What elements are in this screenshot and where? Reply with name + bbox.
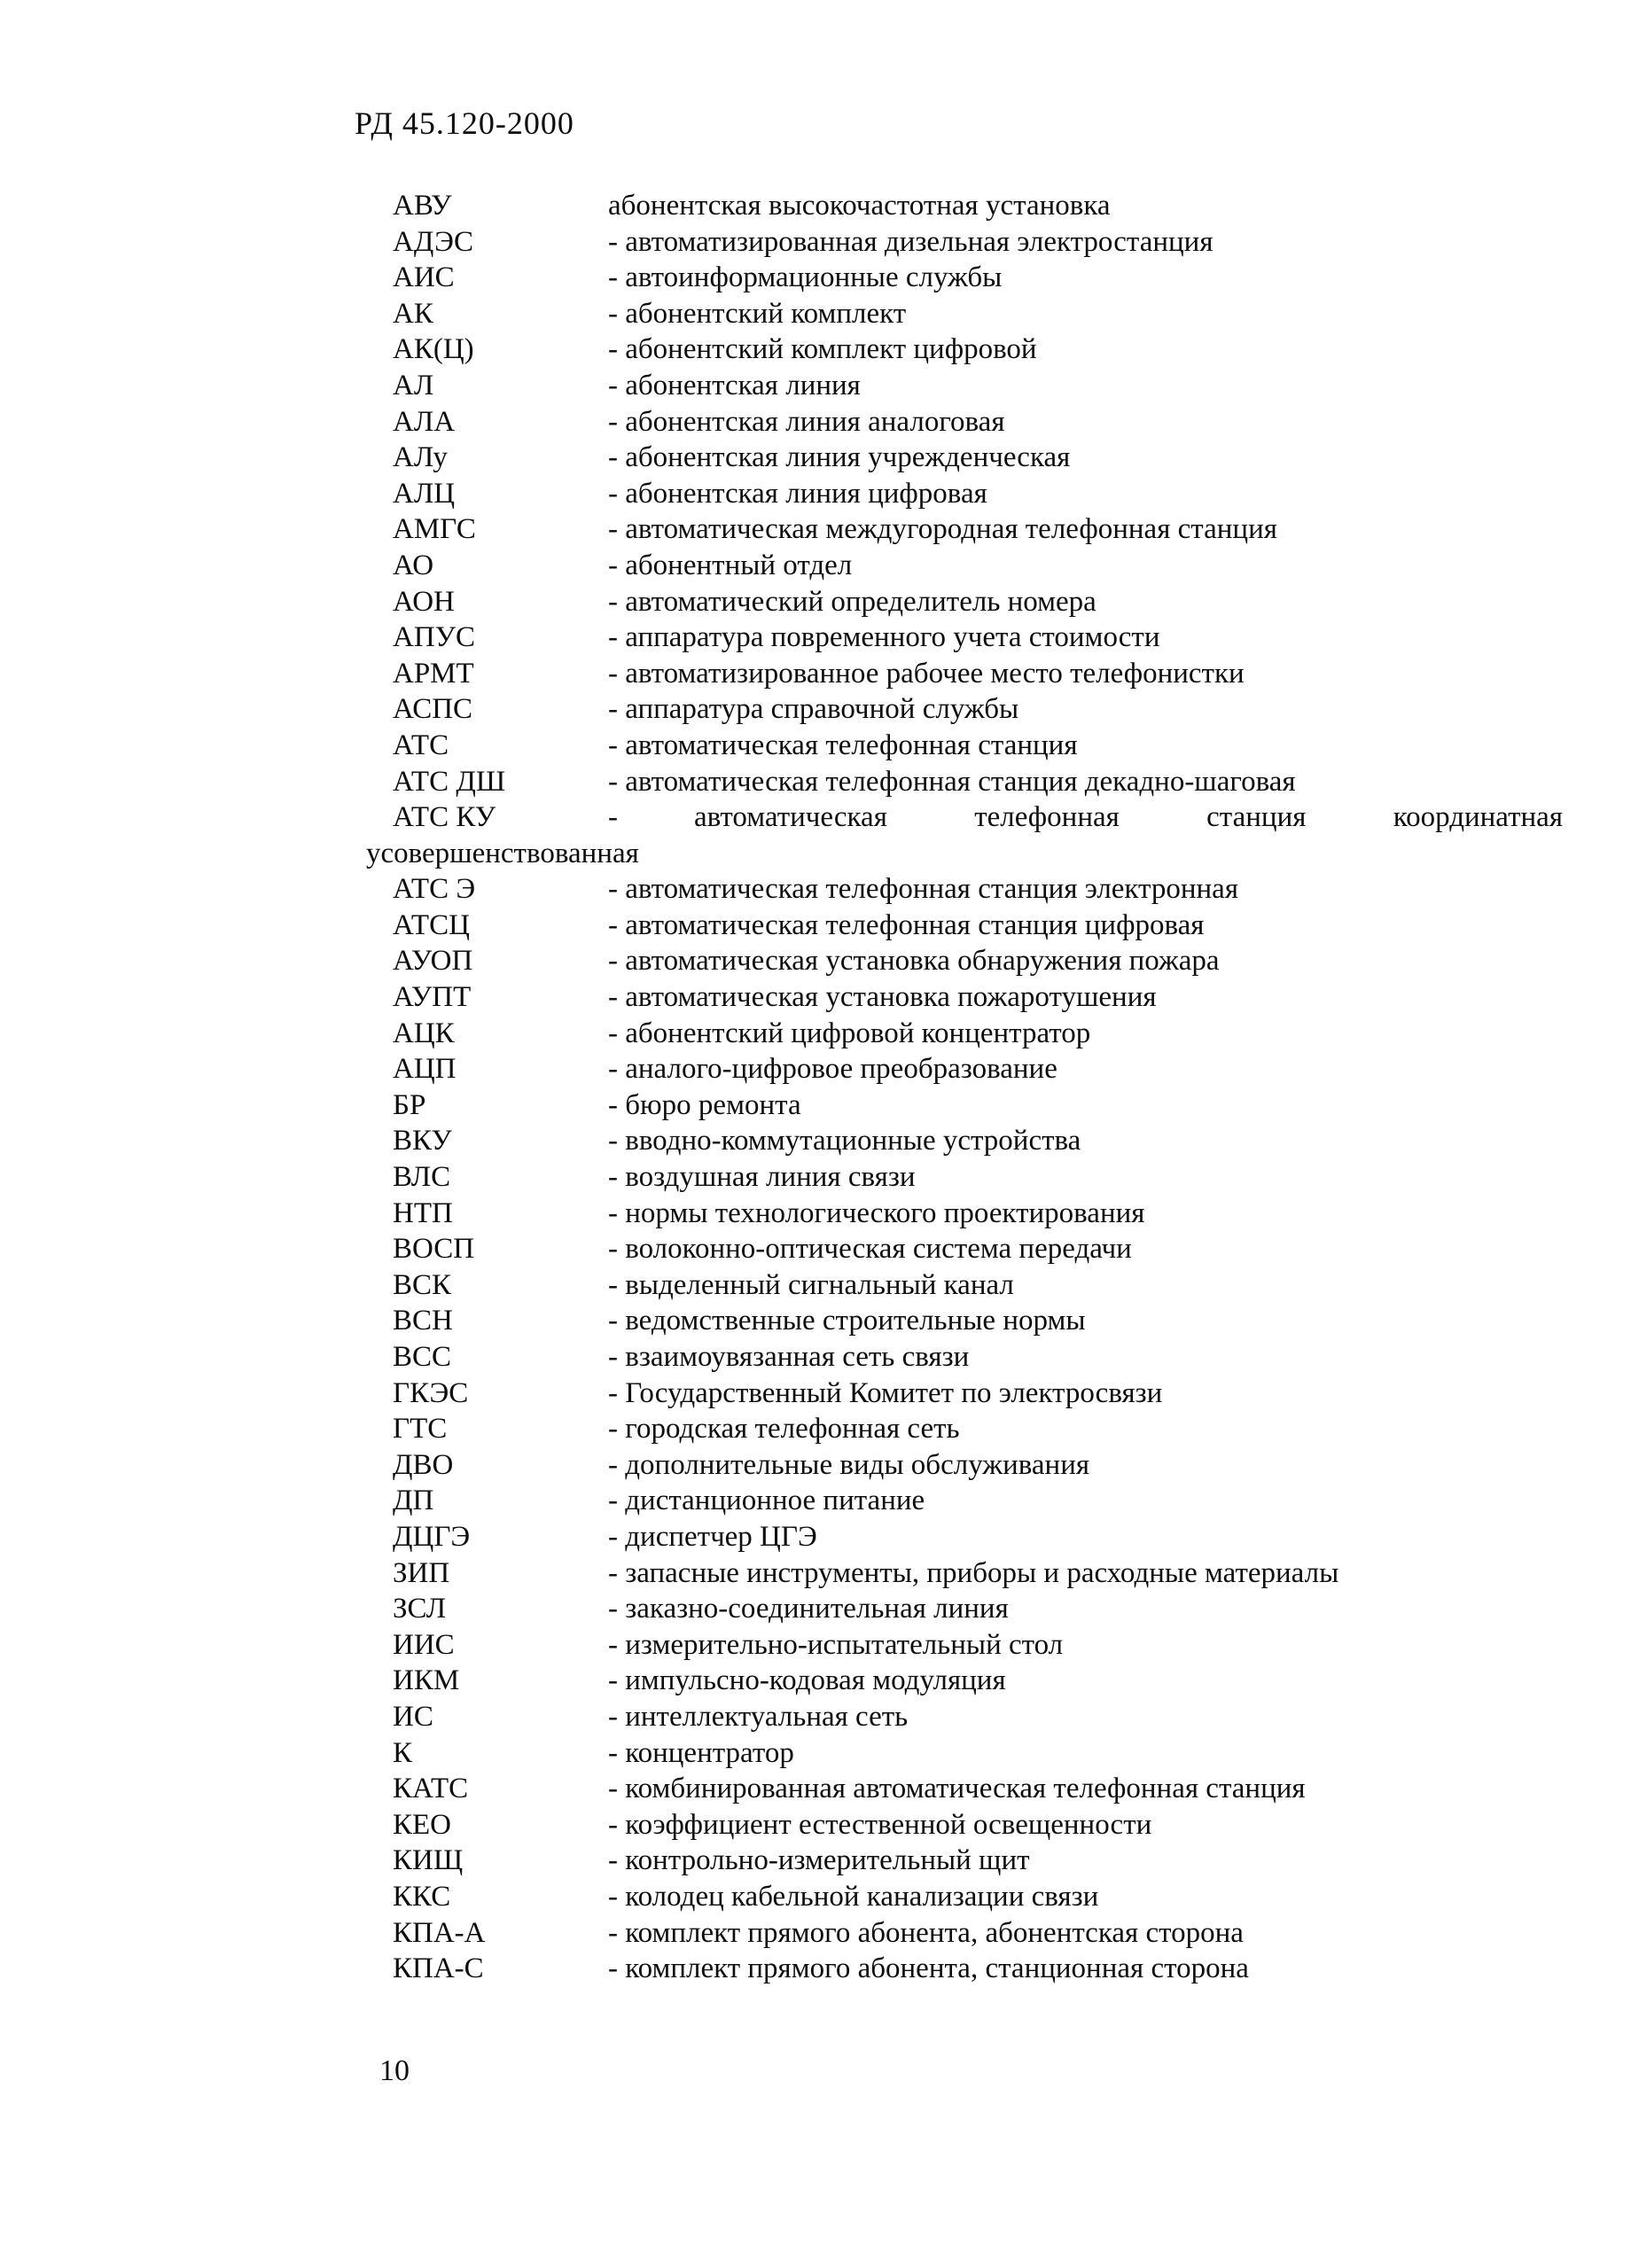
abbreviation-term: АУОП <box>393 945 473 978</box>
abbreviation-entry <box>393 548 1563 584</box>
abbreviation-term: АПУС <box>393 621 476 654</box>
abbreviation-definition: - колодец кабельной канализации связи <box>608 1880 1099 1913</box>
abbreviation-entry <box>393 296 1563 332</box>
abbreviation-entry <box>393 1915 1563 1952</box>
definition-word: координатная <box>1393 801 1563 834</box>
abbreviation-term: ККС <box>393 1880 451 1913</box>
abbreviation-definition: - абонентский цифровой концентратор <box>608 1017 1091 1049</box>
abbreviation-definition: - автоматическая установка обнаружения пожара <box>608 945 1220 978</box>
abbreviation-definition: - комбинированная автоматическая телефонная станция <box>608 1773 1306 1805</box>
abbreviation-entry <box>393 1699 1563 1735</box>
abbreviation-definition: - взаимоувязанная сеть связи <box>608 1341 970 1373</box>
abbreviation-definition: - волоконно-оптическая система передачи <box>608 1233 1132 1266</box>
abbreviation-entry <box>393 188 1563 224</box>
abbreviation-entry <box>393 1951 1563 1987</box>
abbreviation-entry <box>393 620 1563 656</box>
abbreviation-entry <box>393 1843 1563 1879</box>
abbreviation-term: ИС <box>393 1700 433 1733</box>
abbreviation-entry <box>393 331 1563 368</box>
abbreviation-entry <box>393 476 1563 512</box>
abbreviation-term: АО <box>393 549 434 581</box>
abbreviation-entry <box>393 1303 1563 1339</box>
abbreviation-term: К <box>393 1736 413 1769</box>
abbreviation-term: АИС <box>393 261 455 294</box>
abbreviation-definition: - автоматизированная дизельная электростанция <box>608 225 1213 258</box>
abbreviation-definition: - ведомственные строительные нормы <box>608 1305 1086 1337</box>
abbreviation-entry <box>393 979 1563 1016</box>
abbreviation-term: АОН <box>393 585 455 618</box>
abbreviation-term: ИИС <box>393 1628 455 1661</box>
abbreviation-entry <box>393 871 1563 908</box>
page-number: 10 <box>379 2054 410 2087</box>
abbreviation-entry <box>393 1123 1563 1159</box>
abbreviation-definition: - концентратор <box>608 1736 794 1769</box>
abbreviation-term: АЦК <box>393 1017 455 1049</box>
abbreviation-definition: - выделенный сигнальный канал <box>608 1268 1014 1301</box>
abbreviation-term: ИКМ <box>393 1664 460 1697</box>
abbreviation-entry <box>393 440 1563 476</box>
abbreviation-term: КАТС <box>393 1773 469 1805</box>
abbreviation-definition: - измерительно-испытательный стол <box>608 1628 1064 1661</box>
abbreviation-term: АТС ДШ <box>393 765 506 798</box>
abbreviation-term: ГТС <box>393 1413 448 1446</box>
abbreviation-entry <box>393 1087 1563 1124</box>
abbreviation-term: АРМТ <box>393 657 474 690</box>
abbreviation-definition: - абонентская линия цифровая <box>608 477 987 510</box>
abbreviation-entry <box>393 1771 1563 1807</box>
abbreviation-term: АТС <box>393 729 449 761</box>
abbreviation-term: КПА-А <box>393 1916 486 1949</box>
abbreviation-definition: - городская телефонная сеть <box>608 1413 960 1446</box>
abbreviation-term: ВСН <box>393 1305 453 1337</box>
definition-word: телефонная <box>974 801 1120 834</box>
abbreviation-entry <box>393 1627 1563 1664</box>
abbreviation-entry <box>393 1555 1563 1592</box>
abbreviation-term: АЛЦ <box>393 477 456 510</box>
abbreviation-entry <box>393 224 1563 261</box>
abbreviation-term: АВУ <box>393 190 452 222</box>
abbreviation-entry <box>393 1519 1563 1555</box>
abbreviation-term: АДЭС <box>393 225 473 258</box>
abbreviation-definition <box>694 799 1563 836</box>
abbreviation-term: КЕО <box>393 1808 451 1841</box>
abbreviation-definition: - комплект прямого абонента, станционная сторона <box>608 1952 1249 1985</box>
abbreviation-term: ГКЭС <box>393 1376 469 1409</box>
abbreviation-definition: - абонентский комплект цифровой <box>608 333 1037 366</box>
abbreviation-term: НТП <box>393 1196 453 1229</box>
abbreviation-entry <box>393 368 1563 404</box>
abbreviation-entry <box>393 1411 1563 1447</box>
abbreviation-term: КПА-С <box>393 1952 484 1985</box>
abbreviation-entry <box>393 1735 1563 1772</box>
abbreviation-term: АТС КУ <box>393 801 496 834</box>
abbreviation-definition: - абонентская линия <box>608 369 861 401</box>
abbreviation-term: ЗИП <box>393 1556 450 1589</box>
abbreviation-term: АУПТ <box>393 981 472 1014</box>
abbreviation-term: ВСС <box>393 1341 452 1373</box>
abbreviation-entry <box>393 943 1563 979</box>
abbreviation-term: АК(Ц) <box>393 333 474 366</box>
abbreviation-list <box>366 188 1563 1987</box>
abbreviation-entry <box>393 908 1563 944</box>
abbreviation-term: АК <box>393 297 433 330</box>
abbreviation-definition: - аналого-цифровое преобразование <box>608 1053 1057 1086</box>
abbreviation-entry <box>393 728 1563 764</box>
abbreviation-term: АТСЦ <box>393 908 470 941</box>
abbreviation-definition: - автоматическая установка пожаротушения <box>608 981 1157 1014</box>
abbreviation-term: АЛА <box>393 405 456 438</box>
abbreviation-definition: - автоматическая телефонная станция электронная <box>608 873 1238 906</box>
abbreviation-entry <box>393 1663 1563 1699</box>
abbreviation-definition: - запасные инструменты, приборы и расходные материалы <box>608 1556 1339 1589</box>
abbreviation-definition: - диспетчер ЦГЭ <box>608 1520 817 1553</box>
abbreviation-definition: - коэффициент естественной освещенности <box>608 1808 1152 1841</box>
abbreviation-entry <box>393 1016 1563 1052</box>
abbreviation-definition: - вводно-коммутационные устройства <box>608 1125 1081 1157</box>
abbreviation-definition: - автоматическая телефонная станция цифровая <box>608 908 1205 941</box>
definition-dash: - <box>608 801 618 834</box>
abbreviation-entry <box>393 1339 1563 1376</box>
abbreviation-term: БР <box>393 1088 426 1121</box>
abbreviation-entry <box>393 260 1563 296</box>
abbreviation-term: АТС Э <box>393 873 476 906</box>
abbreviation-definition: - комплект прямого абонента, абонентская сторона <box>608 1916 1244 1949</box>
abbreviation-term: ДЦГЭ <box>393 1520 471 1553</box>
abbreviation-entry <box>393 1159 1563 1196</box>
abbreviation-entry <box>393 1807 1563 1843</box>
abbreviation-entry <box>393 1051 1563 1087</box>
abbreviation-definition: - аппаратура повременного учета стоимости <box>608 621 1160 654</box>
abbreviation-term: АМГС <box>393 513 476 546</box>
abbreviation-term: ВОСП <box>393 1233 475 1266</box>
abbreviation-entry <box>393 1376 1563 1412</box>
abbreviation-term: АЦП <box>393 1053 457 1086</box>
abbreviation-entry <box>393 1447 1563 1484</box>
abbreviation-entry <box>393 1591 1563 1627</box>
abbreviation-term: АСПС <box>393 693 473 726</box>
abbreviation-definition: - абонентский комплект <box>608 297 907 330</box>
abbreviation-definition: - абонентская линия аналоговая <box>608 405 1005 438</box>
abbreviation-term: КИЩ <box>393 1844 464 1877</box>
abbreviation-definition: - бюро ремонта <box>608 1088 801 1121</box>
abbreviation-definition: - воздушная линия связи <box>608 1161 916 1194</box>
abbreviation-definition: - автоматический определитель номера <box>608 585 1096 618</box>
abbreviation-definition: - автоинформационные службы <box>608 261 1003 294</box>
abbreviation-definition: - Государственный Комитет по электросвязи <box>608 1376 1163 1409</box>
abbreviation-term: АЛу <box>393 441 448 474</box>
abbreviation-term: ВЛС <box>393 1161 451 1194</box>
abbreviation-term: ВСК <box>393 1268 452 1301</box>
definition-continuation: усовершенствованная <box>366 837 639 869</box>
abbreviation-definition: - аппаратура справочной службы <box>608 693 1019 726</box>
abbreviation-entry <box>366 799 1563 871</box>
abbreviation-definition: - контрольно-измерительный щит <box>608 1844 1030 1877</box>
abbreviation-definition: - импульсно-кодовая модуляция <box>608 1664 1006 1697</box>
definition-word: станция <box>1206 801 1307 834</box>
abbreviation-definition: - автоматическая телефонная станция <box>608 729 1078 761</box>
abbreviation-definition: - автоматическая телефонная станция декадно-шаговая <box>608 765 1296 798</box>
abbreviation-definition: - абонентный отдел <box>608 549 853 581</box>
abbreviation-definition: - автоматическая междугородная телефонная станция <box>608 513 1277 546</box>
abbreviation-entry <box>393 404 1563 440</box>
abbreviation-definition: - дополнительные виды обслуживания <box>608 1448 1090 1481</box>
abbreviation-definition: абонентская высокочастотная установка <box>608 190 1111 222</box>
abbreviation-entry <box>393 1231 1563 1267</box>
abbreviation-definition: - заказно-соединительная линия <box>608 1593 1009 1625</box>
abbreviation-entry <box>393 1483 1563 1519</box>
abbreviation-entry <box>393 1267 1563 1304</box>
definition-word: автоматическая <box>694 801 887 834</box>
abbreviation-term: ДВО <box>393 1448 454 1481</box>
abbreviation-entry <box>393 691 1563 728</box>
abbreviation-term: ЗСЛ <box>393 1593 447 1625</box>
abbreviation-entry <box>393 511 1563 548</box>
abbreviation-term: АЛ <box>393 369 434 401</box>
abbreviation-term: ДП <box>393 1485 434 1517</box>
abbreviation-definition: - интеллектуальная сеть <box>608 1700 909 1733</box>
abbreviation-definition: - дистанционное питание <box>608 1485 925 1517</box>
abbreviation-definition: - автоматизированное рабочее место телефонистки <box>608 657 1245 690</box>
abbreviation-entry <box>393 584 1563 620</box>
abbreviation-entry <box>393 1879 1563 1915</box>
abbreviation-definition: - нормы технологического проектирования <box>608 1196 1145 1229</box>
document-code-header: РД 45.120-2000 <box>355 105 574 141</box>
abbreviation-term: ВКУ <box>393 1125 452 1157</box>
abbreviation-definition: - абонентская линия учрежденческая <box>608 441 1071 474</box>
abbreviation-entry <box>393 656 1563 692</box>
abbreviation-entry <box>393 764 1563 800</box>
abbreviation-entry <box>393 1196 1563 1232</box>
